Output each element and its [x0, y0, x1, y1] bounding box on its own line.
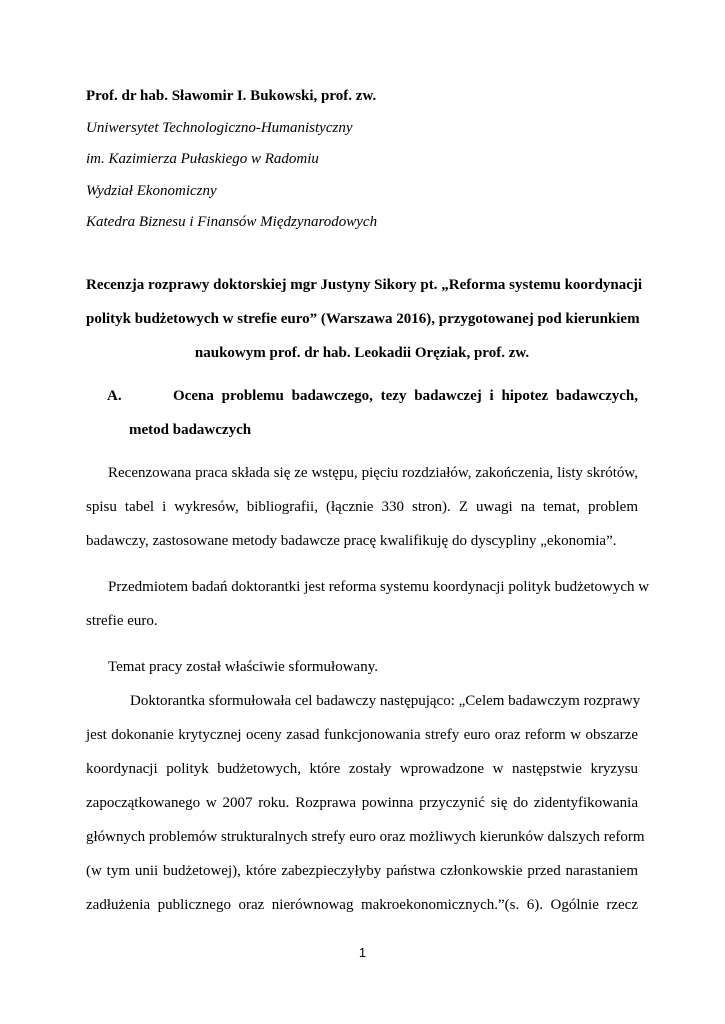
- paragraph-line: Temat pracy został właściwie sformułowany.: [108, 659, 378, 675]
- section-title-line: Ocena problemu badawczego, tezy badawczej i hipotez badawczych,: [173, 388, 638, 404]
- review-title-line: polityk budżetowych w strefie euro” (Warszawa 2016), przygotowanej pod kierunkiem: [86, 311, 640, 327]
- paragraph-line: badawczy, zastosowane metody badawcze pracę kwalifikuję do dyscypliny „ekonomia”.: [86, 533, 617, 549]
- affiliation-patron: im. Kazimierza Pułaskiego w Radomiu: [86, 151, 319, 167]
- affiliation-department: Katedra Biznesu i Finansów Międzynarodowych: [86, 214, 378, 230]
- section-letter: A.: [107, 388, 122, 404]
- section-title-line: metod badawczych: [129, 422, 252, 438]
- paragraph-line: zapoczątkowanego w 2007 roku. Rozprawa powinna przyczynić się do zidentyfikowania: [86, 795, 638, 811]
- paragraph-line: jest dokonanie krytycznej oceny zasad funkcjonowania strefy euro oraz reform w obszarze: [86, 727, 638, 743]
- paragraph-line: koordynacji polityk budżetowych, które zostały wprowadzone w następstwie kryzysu: [86, 761, 638, 777]
- affiliation-faculty: Wydział Ekonomiczny: [86, 183, 217, 199]
- paragraph-line: Doktorantka sformułowała cel badawczy następująco: „Celem badawczym rozprawy: [130, 693, 641, 709]
- paragraph-line: Recenzowana praca składa się ze wstępu, pięciu rozdziałów, zakończenia, listy skrótów,: [108, 465, 638, 481]
- review-title-line: Recenzja rozprawy doktorskiej mgr Justyny Sikory pt. „Reforma systemu koordynacji: [86, 277, 643, 293]
- page-number: 1: [358, 945, 367, 960]
- author-name: Prof. dr hab. Sławomir I. Bukowski, prof. zw.: [86, 88, 377, 104]
- affiliation-university: Uniwersytet Technologiczno-Humanistyczny: [86, 120, 353, 136]
- paragraph-line: Przedmiotem badań doktorantki jest reforma systemu koordynacji polityk budżetowych w: [108, 579, 650, 595]
- paragraph-line: głównych problemów strukturalnych strefy euro oraz możliwych kierunków dalszych reform: [86, 829, 645, 845]
- review-title-line: naukowym prof. dr hab. Leokadii Oręziak, prof. zw.: [194, 345, 530, 361]
- paragraph-line: (w tym unii budżetowej), które zabezpieczyłyby państwa członkowskie przed narastaniem: [86, 863, 638, 879]
- paragraph-line: spisu tabel i wykresów, bibliografii, (łącznie 330 stron). Z uwagi na temat, problem: [86, 499, 638, 515]
- paragraph-line: zadłużenia publicznego oraz nierównowag makroekonomicznych.”(s. 6). Ogólnie rzecz: [86, 897, 638, 913]
- paragraph-line: strefie euro.: [86, 613, 158, 629]
